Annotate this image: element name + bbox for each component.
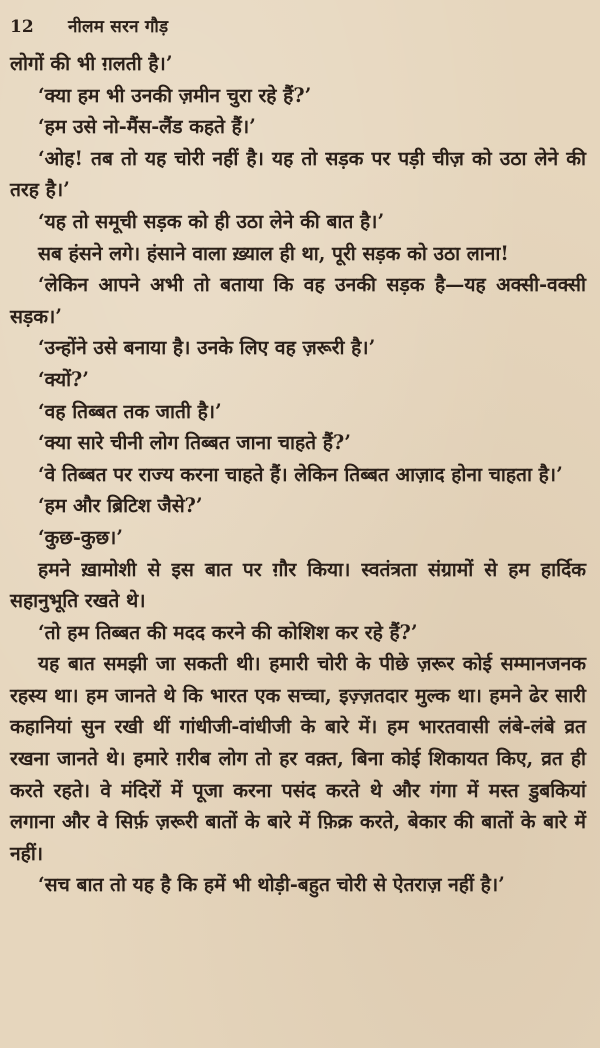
paragraph: सब हंसने लगे। हंसाने वाला ख़्याल ही था, पूरी सड़क को उठा लाना! (38, 241, 509, 265)
paragraph: ‘तो हम तिब्बत की मदद करने की कोशिश कर रहे हैं?’ (38, 620, 418, 644)
paragraph: ‘कुछ-कुछ।’ (38, 525, 123, 549)
paragraph: ‘यह तो समूची सड़क को ही उठा लेने की बात है।’ (38, 209, 385, 233)
paragraph: यह बात समझी जा सकती थी। हमारी चोरी के पीछे ज़रूर कोई सम्मानजनक रहस्य था। हम जानते थे कि भारत एक सच्चा, इज़्ज़तदार मुल्क था। हमने ढेर सारी कहानियां सुन रखी थीं गांधीजी-वांधीजी के बारे में। हम भारतवासी लंबे-लंबे व्रत रखना जानते थे। हमारे ग़रीब लोग तो हर वक़्त, बिना कोई शिकायत किए, व्रत ही करते रहते। वे मंदिरों में पूजा करना पसंद करते थे और गंगा में मस्त डुबकियां लगाना और वे सिर्फ़ ज़रूरी बातों के बारे में फ़िक्र करते, बेकार की बातों के बारे में नहीं। (10, 652, 586, 865)
paragraph: ‘क्यों?’ (38, 367, 89, 391)
paragraph: ‘ओह! तब तो यह चोरी नहीं है। यह तो सड़क पर पड़ी चीज़ को उठा लेने की तरह है।’ (10, 146, 586, 202)
paragraph: ‘वे तिब्बत पर राज्य करना चाहते हैं। लेकिन तिब्बत आज़ाद होना चाहता है।’ (38, 462, 563, 486)
paragraph: ‘सच बात तो यह है कि हमें भी थोड़ी-बहुत चोरी से ऐतराज़ नहीं है।’ (38, 873, 505, 897)
paragraph: लोगों की भी ग़लती है।’ (10, 52, 173, 75)
page-number: 12 (10, 17, 34, 37)
author-name: नीलम सरन गौड़ (68, 17, 169, 37)
paragraph: ‘क्या सारे चीनी लोग तिब्बत जाना चाहते हैं?’ (38, 431, 351, 455)
paragraph: ‘वह तिब्बत तक जाती है।’ (38, 399, 222, 423)
paragraph: ‘लेकिन आपने अभी तो बताया कि वह उनकी सड़क है—यह अक्सी-वक्सी सड़क।’ (10, 273, 586, 328)
paragraph: हमने ख़ामोशी से इस बात पर ग़ौर किया। स्वतंत्रता संग्रामों से हम हार्दिक सहानुभूति रखते थे। (10, 557, 586, 613)
paragraph: ‘हम और ब्रिटिश जैसे?’ (38, 494, 203, 518)
paragraph: ‘क्या हम भी उनकी ज़मीन चुरा रहे हैं?’ (38, 83, 312, 107)
running-head (10, 14, 586, 48)
paragraph: ‘उन्होंने उसे बनाया है। उनके लिए वह ज़रूरी है।’ (38, 336, 376, 360)
paragraph: ‘हम उसे नो-मैंस-लैंड कहते हैं।’ (38, 115, 256, 139)
body-text (10, 48, 586, 901)
